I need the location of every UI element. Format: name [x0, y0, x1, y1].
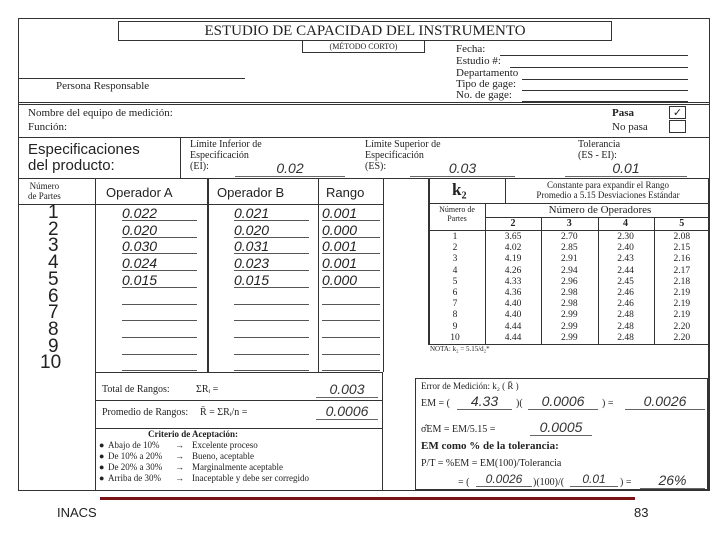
persona-field[interactable]: [18, 78, 245, 79]
measurement-cell[interactable]: [234, 339, 309, 355]
k2-cell: 2: [452, 243, 458, 254]
pt-formula: P/T = %EM = EM(100)/Tolerancia: [421, 458, 562, 469]
k2-op-header: 5: [679, 218, 685, 229]
funcion-label: Función:: [28, 121, 68, 133]
measurement-cell[interactable]: [322, 339, 380, 355]
col-line: [505, 178, 506, 204]
es-value[interactable]: 0.03: [410, 160, 515, 177]
measurement-cell[interactable]: 0.021: [234, 205, 309, 221]
measurement-cell[interactable]: [322, 355, 380, 371]
divider: [428, 230, 710, 231]
k2-cell: 9: [452, 321, 458, 332]
col-line: [95, 178, 96, 372]
measurement-cell[interactable]: 0.000: [322, 272, 380, 288]
form-subtitle: (MÉTODO CORTO): [302, 40, 425, 53]
fecha-field[interactable]: [500, 55, 688, 56]
divider: [95, 400, 383, 401]
part-number: 1: [48, 202, 59, 223]
k2-cell: 2.85: [560, 243, 578, 254]
k2-cell: 2.30: [617, 232, 634, 242]
measurement-cell[interactable]: 0.022: [122, 205, 197, 221]
ei-value[interactable]: 0.02: [235, 160, 345, 177]
equipo-label: Nombre del equipo de medición:: [28, 107, 173, 119]
tipo-gage-label: Tipo de gage:: [456, 78, 517, 90]
divider: [18, 137, 710, 138]
header-operador-a: Operador A: [106, 185, 173, 200]
criterio-result: Excelente proceso: [192, 440, 258, 450]
k2-cell: 2.46: [617, 288, 634, 298]
k2-desc-2: Promedio a 5.15 Desviaciones Estándar: [536, 190, 680, 200]
k2-cell: 4.40: [504, 299, 522, 310]
measurement-cell[interactable]: [322, 289, 380, 305]
k2-cell: 2.70: [560, 232, 578, 242]
em-value[interactable]: 0.0026: [625, 393, 705, 410]
k2-cell: 4.26: [504, 265, 522, 276]
specs-label-2: del producto:: [28, 157, 115, 174]
k2-cell: 8: [452, 310, 458, 321]
k2-cell: 2.08: [673, 232, 691, 242]
header-partes: [28, 181, 61, 201]
pt-open: = (: [458, 477, 470, 488]
k2-desc: [508, 180, 708, 200]
k2-cell: 10: [450, 332, 460, 343]
part-number: 6: [48, 285, 59, 307]
no-pasa-checkbox[interactable]: [669, 120, 686, 133]
k2-cell: 4.19: [504, 254, 522, 265]
measurement-cell[interactable]: [234, 289, 309, 305]
k2-cell: 2.17: [673, 265, 691, 276]
total-formula: ΣRᵢ =: [196, 384, 219, 395]
arrow-icon: →: [175, 440, 184, 450]
divider: [95, 428, 383, 429]
criterio-range: De 20% a 30%: [108, 462, 163, 472]
part-number: 4: [48, 252, 59, 274]
k2-cell: 3: [452, 254, 458, 265]
tipo-gage-field[interactable]: [522, 90, 688, 91]
measurement-cell[interactable]: [322, 305, 380, 321]
k2-cell: 2.99: [560, 332, 578, 343]
sigma-label: σ̂EM = EM/5.15 =: [421, 424, 496, 435]
k2-cell: 2.19: [673, 288, 691, 298]
measurement-cell[interactable]: 0.001: [322, 205, 380, 221]
k2-cell: 6: [452, 288, 458, 298]
measurement-cell[interactable]: 0.020: [122, 222, 197, 238]
promedio-label: Promedio de Rangos:: [102, 407, 189, 418]
col-line: [207, 178, 209, 372]
part-number: 8: [48, 318, 59, 340]
page-number: 83: [634, 505, 649, 520]
divider: [180, 137, 181, 178]
k2-cell: 2.18: [673, 276, 691, 287]
k2-cell: 2.46: [617, 299, 634, 310]
k2-symbol: k₂: [452, 180, 467, 199]
ei-l1: Límite Inferior de: [190, 139, 262, 150]
measurement-cell[interactable]: [234, 305, 309, 321]
k2-cell: 2.98: [560, 288, 578, 298]
footer-org: INACS: [57, 505, 97, 520]
k2-cell: 2.15: [673, 243, 691, 254]
criterio-range: De 10% a 20%: [108, 451, 163, 461]
h1: Número: [29, 181, 60, 191]
col-line: [318, 178, 319, 372]
part-number: 10: [40, 352, 62, 374]
bullet-icon: ●: [99, 451, 105, 461]
pasa-checkbox[interactable]: ✓: [669, 106, 686, 119]
k2-cell: 5: [452, 276, 458, 287]
k2-cell: 2.98: [560, 299, 578, 310]
tol-value[interactable]: 0.01: [565, 160, 687, 177]
k2-cell: 2.91: [560, 254, 578, 265]
criterio-result: Bueno, aceptable: [192, 451, 254, 461]
departamento-label: Departamento: [456, 67, 519, 79]
part-number: 2: [48, 218, 59, 240]
em-sep: )(: [516, 398, 523, 409]
pt-result[interactable]: 26%: [640, 472, 705, 489]
k2-cell: 2.99: [560, 310, 578, 321]
measurement-cell[interactable]: 0.001: [322, 255, 380, 271]
departamento-field[interactable]: [522, 79, 688, 80]
k2-cell: 2.16: [673, 254, 691, 265]
tol-l2: (ES - EI):: [578, 150, 617, 161]
criterio-result: Marginalmente aceptable: [192, 462, 284, 472]
em-sep: ) =: [602, 398, 614, 409]
em-r[interactable]: 0.0006: [528, 393, 598, 410]
k2-cell: 2.45: [617, 276, 634, 287]
k2-cell: 4.36: [504, 288, 522, 298]
part-number: 7: [48, 302, 59, 324]
pt-mid: )(100)/(: [533, 477, 565, 488]
estudio-field[interactable]: [510, 67, 688, 68]
k2-cell: 2.94: [560, 265, 578, 276]
ei-l3: (EI):: [190, 161, 209, 172]
pt-eq: ) =: [620, 477, 632, 488]
arrow-icon: →: [175, 462, 184, 472]
header-rango: Rango: [326, 185, 365, 200]
k2-desc-1: Constante para expandir el Rango: [547, 180, 669, 190]
specs-label: [28, 142, 140, 174]
k2-cell: 4.33: [504, 276, 522, 287]
measurement-cell[interactable]: 0.000: [322, 222, 380, 238]
criterio-title: Criterio de Aceptación:: [148, 429, 238, 439]
k2-cell: 7: [452, 299, 458, 310]
k2-cell: 2.48: [617, 332, 634, 343]
no-pasa-label: No pasa: [612, 121, 648, 133]
measurement-cell[interactable]: [234, 322, 309, 338]
total-label: Total de Rangos:: [102, 384, 170, 395]
k2-cell: 2.19: [673, 299, 691, 310]
measurement-cell[interactable]: 0.030: [122, 238, 197, 254]
bullet-icon: ●: [99, 462, 105, 472]
footer-rule: [100, 497, 635, 500]
measurement-cell[interactable]: 0.031: [234, 238, 309, 254]
part-number: 5: [48, 268, 59, 290]
measurement-cell[interactable]: 0.015: [122, 272, 197, 288]
es-l2: Especificación: [365, 150, 424, 161]
form-title: ESTUDIO DE CAPACIDAD DEL INSTRUMENTO: [118, 21, 612, 41]
k2-cell: 2.44: [617, 265, 634, 276]
k2-nota: NOTA: k₂ = 5.15/d₂*: [430, 345, 490, 353]
promedio-formula: R̄ = ΣRᵢ/n =: [200, 407, 248, 418]
k2-cell: 2.20: [673, 321, 691, 332]
promedio-value[interactable]: 0.0006: [316, 403, 378, 420]
persona-label: Persona Responsable: [56, 80, 150, 92]
pt-tol[interactable]: 0.01: [570, 472, 618, 487]
k2-cell: 2.19: [673, 310, 691, 321]
part-number: 3: [48, 235, 59, 257]
k2-header-ops: Número de Operadores: [548, 204, 652, 216]
total-value[interactable]: 0.003: [316, 381, 378, 398]
k2-op-header: 4: [623, 218, 628, 229]
arrow-icon: →: [175, 451, 184, 461]
em-prefix: EM = (: [421, 398, 450, 409]
fecha-label: Fecha:: [456, 43, 486, 55]
measurement-cell[interactable]: [122, 289, 197, 305]
k2-cell: 4.44: [504, 321, 522, 332]
measurement-cell[interactable]: [122, 339, 197, 355]
criterio-range: Abajo de 10%: [108, 440, 160, 450]
k2-header-partes: Número de Partes: [439, 205, 475, 223]
k2-cell: 4.40: [504, 310, 522, 321]
measurement-cell[interactable]: 0.015: [234, 272, 309, 288]
measurement-cell[interactable]: [234, 355, 309, 371]
criterio-range: Arriba de 30%: [108, 473, 161, 483]
divider: [18, 102, 710, 105]
bullet-icon: ●: [99, 473, 105, 483]
measurement-cell[interactable]: 0.020: [234, 222, 309, 238]
tol-l1: Tolerancia: [578, 139, 621, 150]
sigma-value[interactable]: 0.0005: [530, 419, 592, 436]
tol-label: [578, 139, 620, 161]
measurement-cell[interactable]: [122, 355, 197, 371]
k2-op-header: 2: [510, 218, 516, 229]
ei-l2: Especificación: [190, 150, 249, 161]
error-label: Error de Medición: k₂ ( R̄ ): [421, 381, 519, 391]
k2-cell: 2.48: [617, 321, 634, 332]
k2-op-header: 3: [566, 218, 572, 229]
k2-cell: 2.43: [617, 254, 634, 265]
k2-cell: 4.44: [504, 332, 522, 343]
arrow-icon: →: [175, 473, 184, 483]
header-operador-b: Operador B: [217, 185, 285, 200]
measurement-cell[interactable]: [122, 322, 197, 338]
pasa-label: Pasa: [612, 107, 634, 119]
divider: [708, 178, 710, 491]
k2-cell: 2.40: [617, 243, 634, 254]
criterio-result: Inaceptable y debe ser corregido: [192, 473, 309, 483]
k2-cell: 3.65: [504, 232, 522, 242]
measurement-cell[interactable]: [322, 322, 380, 338]
k2-cell: 1: [452, 232, 458, 242]
k2-cell: 2.96: [560, 276, 578, 287]
h2: de Partes: [28, 191, 61, 201]
bullet-icon: ●: [99, 440, 105, 450]
pt-em[interactable]: 0.0026: [476, 472, 532, 487]
measurement-cell[interactable]: 0.001: [322, 238, 380, 254]
measurement-cell[interactable]: [122, 305, 197, 321]
measurement-cell[interactable]: 0.023: [234, 255, 309, 271]
es-l3: (ES):: [365, 161, 387, 172]
k2-cell: 4.02: [504, 243, 522, 254]
col-line: [383, 178, 384, 372]
pct-title: EM como % de la tolerancia:: [421, 440, 559, 452]
em-k2[interactable]: 4.33: [457, 393, 512, 410]
measurement-cell[interactable]: 0.024: [122, 255, 197, 271]
no-gage-label: No. de gage:: [456, 89, 512, 101]
k2-cell: 2.99: [560, 321, 578, 332]
es-l1: Límite Superior de: [365, 139, 441, 150]
part-number: 9: [48, 335, 59, 357]
k2-cell: 2.48: [617, 310, 634, 321]
specs-label-1: Especificaciones: [28, 141, 140, 158]
estudio-label: Estudio #:: [456, 55, 501, 67]
k2-cell: 4: [452, 265, 458, 276]
k2-cell: 2.20: [673, 332, 691, 343]
